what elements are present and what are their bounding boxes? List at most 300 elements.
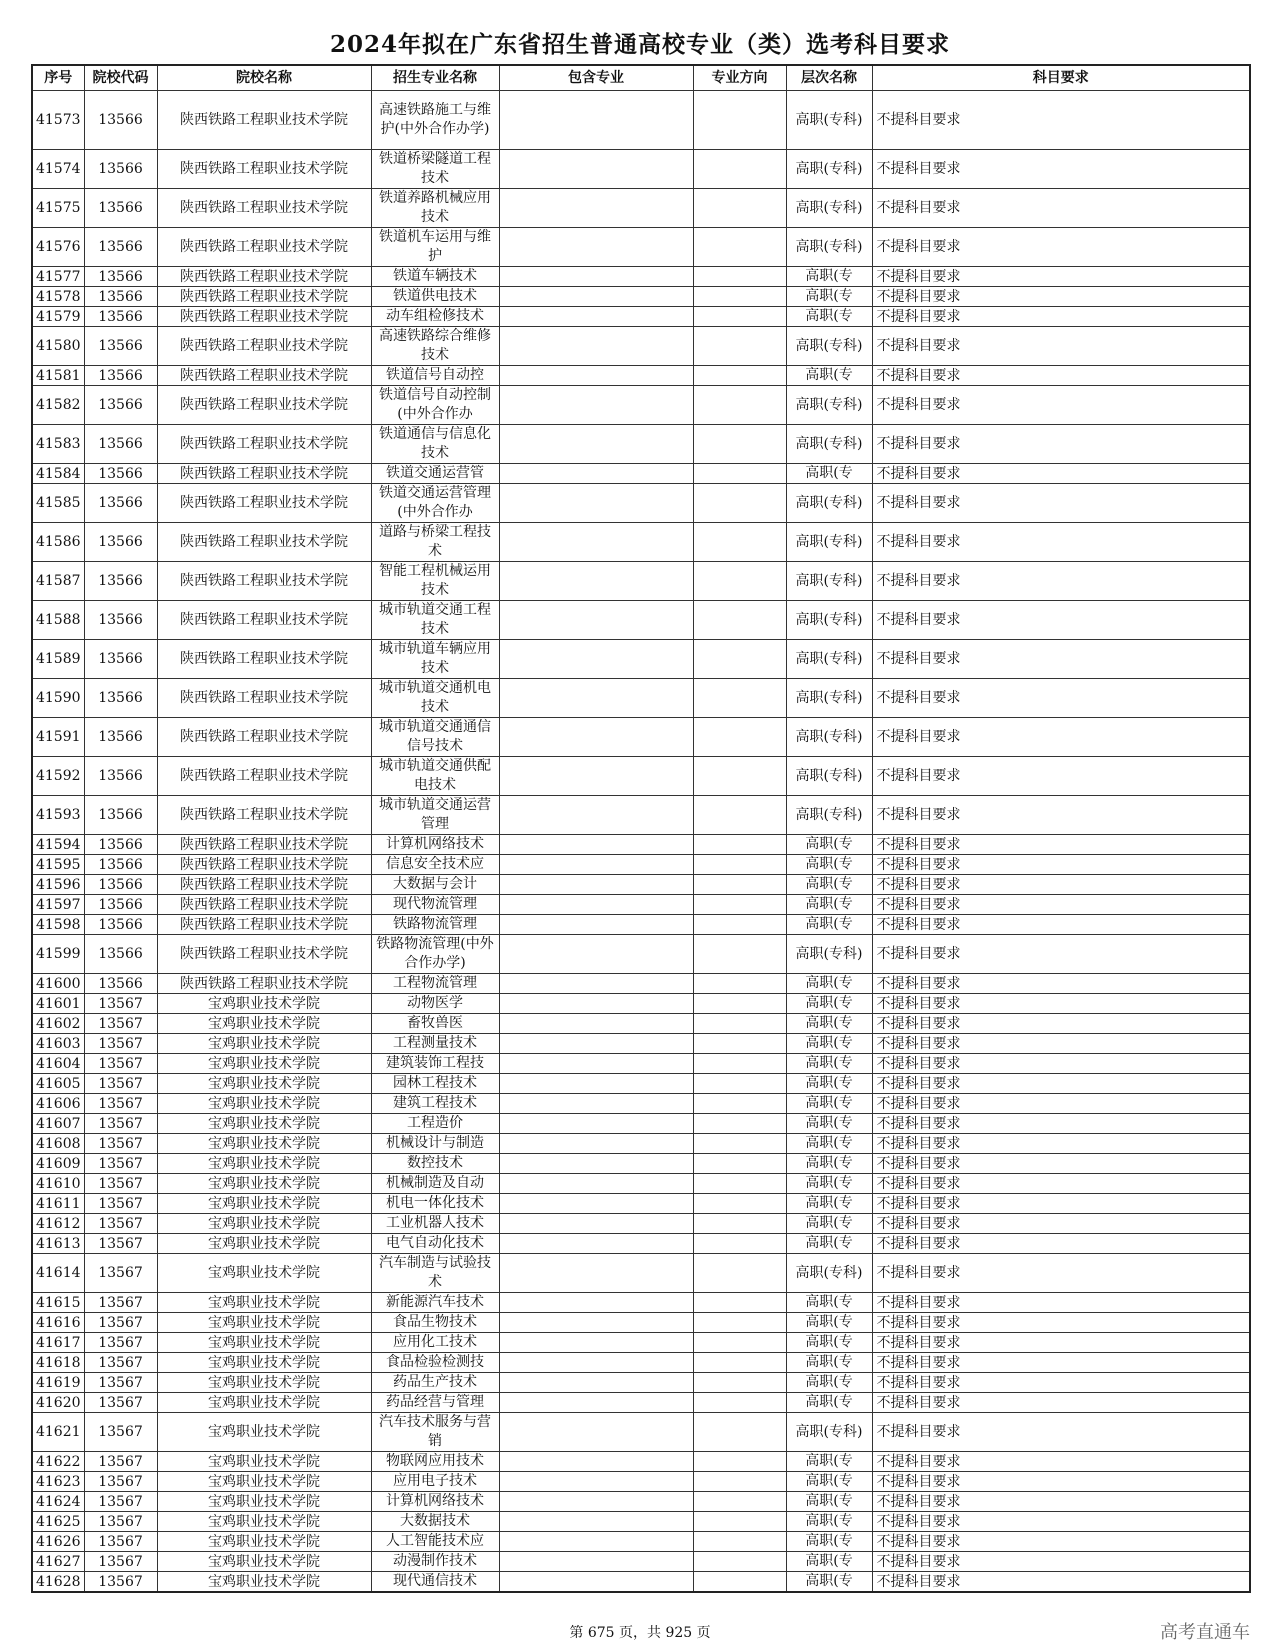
cell-major-name: 机械制造及自动 [371,1174,499,1194]
cell-major-direction [693,1572,786,1593]
cell-school-code: 13567 [84,1413,157,1452]
cell-included-majors [499,994,693,1014]
cell-subject-requirement: 不提科目要求 [872,757,1250,796]
cell-included-majors [499,718,693,757]
cell-school-code: 13567 [84,1054,157,1074]
cell-included-majors [499,855,693,875]
cell-seq: 41602 [32,1014,84,1034]
cell-subject-requirement: 不提科目要求 [872,1472,1250,1492]
cell-seq: 41608 [32,1134,84,1154]
cell-school-name: 陕西铁路工程职业技术学院 [157,855,371,875]
cell-included-majors [499,915,693,935]
cell-major-name: 铁道信号自动控制(中外合作办 [371,386,499,425]
cell-included-majors [499,267,693,287]
cell-major-direction [693,994,786,1014]
table-row [32,1313,1250,1333]
cell-level: 高职(专 [786,1134,872,1154]
cell-school-code: 13567 [84,1373,157,1393]
table-row [32,601,1250,640]
cell-school-code: 13566 [84,366,157,386]
cell-school-name: 宝鸡职业技术学院 [157,1353,371,1373]
cell-seq: 41590 [32,679,84,718]
cell-included-majors [499,189,693,228]
cell-major-direction [693,1552,786,1572]
table-row [32,1452,1250,1472]
cell-major-name: 城市轨道交通工程技术 [371,601,499,640]
cell-subject-requirement: 不提科目要求 [872,307,1250,327]
cell-level: 高职(专 [786,974,872,994]
cell-level: 高职(专 [786,366,872,386]
cell-included-majors [499,1194,693,1214]
cell-seq: 41624 [32,1492,84,1512]
cell-major-name: 动漫制作技术 [371,1552,499,1572]
cell-major-name: 铁路物流管理 [371,915,499,935]
cell-school-name: 陕西铁路工程职业技术学院 [157,835,371,855]
cell-major-direction [693,718,786,757]
cell-major-name: 食品生物技术 [371,1313,499,1333]
cell-included-majors [499,679,693,718]
cell-seq: 41584 [32,464,84,484]
table-row [32,1034,1250,1054]
cell-major-direction [693,1492,786,1512]
cell-school-name: 陕西铁路工程职业技术学院 [157,425,371,464]
cell-subject-requirement: 不提科目要求 [872,718,1250,757]
cell-major-direction [693,562,786,601]
cell-included-majors [499,1353,693,1373]
cell-level: 高职(专 [786,915,872,935]
cell-subject-requirement: 不提科目要求 [872,1512,1250,1532]
cell-included-majors [499,1214,693,1234]
cell-major-name: 应用电子技术 [371,1472,499,1492]
cell-major-direction [693,228,786,267]
table-row [32,1154,1250,1174]
cell-seq: 41609 [32,1154,84,1174]
cell-major-direction [693,1034,786,1054]
cell-subject-requirement: 不提科目要求 [872,1154,1250,1174]
cell-subject-requirement: 不提科目要求 [872,562,1250,601]
table-row [32,1214,1250,1234]
cell-major-direction [693,1413,786,1452]
cell-included-majors [499,1034,693,1054]
cell-subject-requirement: 不提科目要求 [872,974,1250,994]
cell-level: 高职(专 [786,875,872,895]
cell-subject-requirement: 不提科目要求 [872,228,1250,267]
cell-included-majors [499,1313,693,1333]
table-row [32,1114,1250,1134]
cell-included-majors [499,228,693,267]
cell-major-direction [693,796,786,835]
cell-level: 高职(专 [786,1194,872,1214]
cell-school-code: 13567 [84,1014,157,1034]
cell-school-code: 13566 [84,562,157,601]
table-row [32,327,1250,366]
cell-level: 高职(专科) [786,679,872,718]
table-row [32,1254,1250,1293]
cell-school-code: 13566 [84,327,157,366]
cell-major-name: 汽车制造与试验技术 [371,1254,499,1293]
cell-included-majors [499,307,693,327]
cell-level: 高职(专 [786,1373,872,1393]
cell-school-name: 宝鸡职业技术学院 [157,1194,371,1214]
cell-seq: 41599 [32,935,84,974]
table-row [32,718,1250,757]
cell-school-code: 13567 [84,1393,157,1413]
table-row [32,1234,1250,1254]
cell-major-name: 高速铁路综合维修技术 [371,327,499,366]
cell-major-name: 城市轨道交通运营管理 [371,796,499,835]
cell-level: 高职(专 [786,1333,872,1353]
cell-seq: 41626 [32,1532,84,1552]
table-row [32,1492,1250,1512]
cell-level: 高职(专 [786,307,872,327]
cell-level: 高职(专科) [786,484,872,523]
table-row [32,1393,1250,1413]
cell-school-name: 陕西铁路工程职业技术学院 [157,974,371,994]
cell-school-code: 13566 [84,915,157,935]
cell-school-name: 陕西铁路工程职业技术学院 [157,757,371,796]
cell-major-name: 智能工程机械运用技术 [371,562,499,601]
requirements-table-container [31,64,1249,1593]
cell-included-majors [499,875,693,895]
cell-level: 高职(专科) [786,327,872,366]
cell-level: 高职(专 [786,287,872,307]
cell-subject-requirement: 不提科目要求 [872,1194,1250,1214]
table-row [32,1572,1250,1593]
cell-major-name: 铁道桥梁隧道工程技术 [371,150,499,189]
cell-major-direction [693,1174,786,1194]
cell-level: 高职(专 [786,1154,872,1174]
cell-subject-requirement: 不提科目要求 [872,484,1250,523]
cell-school-code: 13567 [84,1174,157,1194]
cell-major-name: 铁道养路机械应用技术 [371,189,499,228]
cell-school-code: 13566 [84,464,157,484]
cell-school-code: 13566 [84,796,157,835]
cell-seq: 41586 [32,523,84,562]
cell-included-majors [499,1094,693,1114]
cell-seq: 41598 [32,915,84,935]
cell-seq: 41574 [32,150,84,189]
cell-level: 高职(专科) [786,1413,872,1452]
cell-level: 高职(专 [786,1313,872,1333]
header-school-code: 院校代码 [84,65,157,91]
cell-seq: 41593 [32,796,84,835]
cell-major-direction [693,1393,786,1413]
cell-major-name: 城市轨道交通供配电技术 [371,757,499,796]
table-row [32,1472,1250,1492]
cell-school-name: 宝鸡职业技术学院 [157,1234,371,1254]
cell-subject-requirement: 不提科目要求 [872,1572,1250,1593]
table-row [32,679,1250,718]
cell-school-name: 宝鸡职业技术学院 [157,1333,371,1353]
cell-subject-requirement: 不提科目要求 [872,1234,1250,1254]
cell-included-majors [499,464,693,484]
cell-school-name: 陕西铁路工程职业技术学院 [157,464,371,484]
cell-seq: 41605 [32,1074,84,1094]
cell-major-direction [693,875,786,895]
cell-school-code: 13567 [84,1353,157,1373]
cell-subject-requirement: 不提科目要求 [872,1254,1250,1293]
table-row [32,386,1250,425]
cell-major-direction [693,1114,786,1134]
cell-seq: 41612 [32,1214,84,1234]
cell-included-majors [499,287,693,307]
cell-major-name: 机电一体化技术 [371,1194,499,1214]
cell-subject-requirement: 不提科目要求 [872,91,1250,150]
cell-major-name: 道路与桥梁工程技术 [371,523,499,562]
cell-major-direction [693,267,786,287]
table-row [32,1333,1250,1353]
cell-school-name: 宝鸡职业技术学院 [157,1393,371,1413]
cell-seq: 41600 [32,974,84,994]
cell-major-name: 铁道通信与信息化技术 [371,425,499,464]
cell-subject-requirement: 不提科目要求 [872,1313,1250,1333]
cell-seq: 41575 [32,189,84,228]
cell-major-direction [693,1313,786,1333]
cell-subject-requirement: 不提科目要求 [872,366,1250,386]
cell-included-majors [499,835,693,855]
cell-level: 高职(专科) [786,425,872,464]
table-row [32,1552,1250,1572]
cell-level: 高职(专科) [786,523,872,562]
cell-subject-requirement: 不提科目要求 [872,915,1250,935]
cell-school-code: 13567 [84,1074,157,1094]
cell-included-majors [499,935,693,974]
cell-school-name: 陕西铁路工程职业技术学院 [157,796,371,835]
cell-seq: 41583 [32,425,84,464]
cell-school-name: 宝鸡职业技术学院 [157,1532,371,1552]
cell-school-code: 13566 [84,601,157,640]
cell-major-direction [693,1532,786,1552]
cell-subject-requirement: 不提科目要求 [872,875,1250,895]
cell-seq: 41628 [32,1572,84,1593]
cell-school-name: 陕西铁路工程职业技术学院 [157,895,371,915]
cell-included-majors [499,1572,693,1593]
cell-major-name: 畜牧兽医 [371,1014,499,1034]
cell-major-direction [693,1214,786,1234]
cell-level: 高职(专 [786,1174,872,1194]
cell-major-name: 大数据技术 [371,1512,499,1532]
cell-seq: 41616 [32,1313,84,1333]
cell-level: 高职(专 [786,267,872,287]
cell-major-name: 数控技术 [371,1154,499,1174]
page-footer: 第 675 页，共 925 页 [569,1625,711,1641]
table-row [32,855,1250,875]
cell-subject-requirement: 不提科目要求 [872,1114,1250,1134]
cell-school-name: 陕西铁路工程职业技术学院 [157,327,371,366]
cell-major-direction [693,1373,786,1393]
cell-major-name: 药品经营与管理 [371,1393,499,1413]
cell-school-code: 13567 [84,1572,157,1593]
cell-major-name: 工程测量技术 [371,1034,499,1054]
cell-major-name: 工程造价 [371,1114,499,1134]
cell-included-majors [499,1074,693,1094]
cell-subject-requirement: 不提科目要求 [872,1353,1250,1373]
cell-level: 高职(专 [786,1234,872,1254]
header-major-name: 招生专业名称 [371,65,499,91]
cell-seq: 41627 [32,1552,84,1572]
cell-major-direction [693,425,786,464]
cell-school-name: 陕西铁路工程职业技术学院 [157,287,371,307]
cell-level: 高职(专 [786,1572,872,1593]
table-row [32,994,1250,1014]
cell-level: 高职(专 [786,1492,872,1512]
cell-school-code: 13566 [84,425,157,464]
cell-seq: 41603 [32,1034,84,1054]
cell-subject-requirement: 不提科目要求 [872,1134,1250,1154]
table-row [32,757,1250,796]
cell-school-name: 陕西铁路工程职业技术学院 [157,679,371,718]
cell-major-name: 物联网应用技术 [371,1452,499,1472]
cell-seq: 41578 [32,287,84,307]
cell-level: 高职(专科) [786,757,872,796]
cell-school-code: 13567 [84,1114,157,1134]
cell-school-name: 陕西铁路工程职业技术学院 [157,150,371,189]
cell-included-majors [499,1174,693,1194]
cell-seq: 41594 [32,835,84,855]
cell-major-name: 铁道交通运营管 [371,464,499,484]
cell-school-name: 宝鸡职业技术学院 [157,1552,371,1572]
cell-school-code: 13567 [84,1492,157,1512]
cell-school-name: 宝鸡职业技术学院 [157,1034,371,1054]
cell-major-name: 城市轨道车辆应用技术 [371,640,499,679]
cell-major-direction [693,601,786,640]
cell-subject-requirement: 不提科目要求 [872,640,1250,679]
cell-school-code: 13566 [84,974,157,994]
cell-major-direction [693,1472,786,1492]
cell-major-name: 铁道车辆技术 [371,267,499,287]
cell-major-name: 动物医学 [371,994,499,1014]
cell-seq: 41585 [32,484,84,523]
cell-included-majors [499,562,693,601]
table-row [32,935,1250,974]
cell-seq: 41615 [32,1293,84,1313]
cell-school-code: 13566 [84,757,157,796]
cell-school-code: 13567 [84,1333,157,1353]
cell-subject-requirement: 不提科目要求 [872,895,1250,915]
cell-major-direction [693,150,786,189]
cell-major-name: 机械设计与制造 [371,1134,499,1154]
cell-school-code: 13566 [84,386,157,425]
cell-included-majors [499,1154,693,1174]
cell-major-name: 现代物流管理 [371,895,499,915]
cell-major-name: 药品生产技术 [371,1373,499,1393]
cell-seq: 41580 [32,327,84,366]
cell-major-direction [693,91,786,150]
cell-level: 高职(专 [786,1353,872,1373]
cell-school-name: 宝鸡职业技术学院 [157,1413,371,1452]
cell-school-name: 陕西铁路工程职业技术学院 [157,386,371,425]
cell-included-majors [499,1254,693,1293]
table-row [32,484,1250,523]
cell-included-majors [499,523,693,562]
table-row [32,425,1250,464]
cell-school-name: 宝鸡职业技术学院 [157,1094,371,1114]
table-row [32,915,1250,935]
cell-major-name: 工程物流管理 [371,974,499,994]
cell-subject-requirement: 不提科目要求 [872,1452,1250,1472]
cell-major-name: 人工智能技术应 [371,1532,499,1552]
cell-level: 高职(专 [786,1114,872,1134]
cell-included-majors [499,640,693,679]
cell-major-name: 高速铁路施工与维护(中外合作办学) [371,91,499,150]
cell-subject-requirement: 不提科目要求 [872,1333,1250,1353]
cell-subject-requirement: 不提科目要求 [872,1532,1250,1552]
cell-school-code: 13567 [84,1154,157,1174]
cell-school-code: 13566 [84,640,157,679]
cell-level: 高职(专科) [786,935,872,974]
cell-major-direction [693,1333,786,1353]
cell-included-majors [499,1054,693,1074]
cell-major-direction [693,757,786,796]
cell-seq: 41604 [32,1054,84,1074]
cell-subject-requirement: 不提科目要求 [872,267,1250,287]
cell-seq: 41579 [32,307,84,327]
cell-subject-requirement: 不提科目要求 [872,464,1250,484]
cell-included-majors [499,757,693,796]
table-row [32,267,1250,287]
table-row [32,1174,1250,1194]
cell-included-majors [499,1472,693,1492]
cell-school-name: 宝鸡职业技术学院 [157,1154,371,1174]
cell-included-majors [499,1134,693,1154]
cell-level: 高职(专 [786,1054,872,1074]
cell-level: 高职(专 [786,994,872,1014]
cell-major-name: 信息安全技术应 [371,855,499,875]
cell-major-direction [693,189,786,228]
cell-seq: 41617 [32,1333,84,1353]
cell-level: 高职(专科) [786,189,872,228]
cell-subject-requirement: 不提科目要求 [872,1214,1250,1234]
cell-major-direction [693,366,786,386]
cell-major-direction [693,287,786,307]
cell-school-name: 陕西铁路工程职业技术学院 [157,640,371,679]
table-row [32,974,1250,994]
cell-major-name: 铁路物流管理(中外合作办学) [371,935,499,974]
cell-school-code: 13567 [84,1094,157,1114]
cell-major-direction [693,855,786,875]
cell-included-majors [499,1532,693,1552]
cell-major-direction [693,974,786,994]
cell-level: 高职(专科) [786,640,872,679]
cell-seq: 41588 [32,601,84,640]
cell-school-name: 陕西铁路工程职业技术学院 [157,601,371,640]
cell-school-name: 陕西铁路工程职业技术学院 [157,915,371,935]
cell-seq: 41607 [32,1114,84,1134]
table-row [32,1094,1250,1114]
cell-school-name: 宝鸡职业技术学院 [157,1114,371,1134]
cell-major-direction [693,895,786,915]
cell-seq: 41623 [32,1472,84,1492]
cell-school-code: 13567 [84,1254,157,1293]
cell-school-code: 13567 [84,1293,157,1313]
cell-school-code: 13566 [84,835,157,855]
cell-subject-requirement: 不提科目要求 [872,601,1250,640]
cell-major-direction [693,523,786,562]
table-row [32,1194,1250,1214]
cell-included-majors [499,974,693,994]
cell-major-name: 动车组检修技术 [371,307,499,327]
table-row [32,464,1250,484]
cell-school-code: 13566 [84,228,157,267]
cell-included-majors [499,1293,693,1313]
table-row [32,228,1250,267]
cell-included-majors [499,386,693,425]
cell-subject-requirement: 不提科目要求 [872,1373,1250,1393]
requirements-table [31,64,1251,1593]
cell-school-name: 宝鸡职业技术学院 [157,1313,371,1333]
cell-major-direction [693,1014,786,1034]
cell-major-name: 城市轨道交通机电技术 [371,679,499,718]
